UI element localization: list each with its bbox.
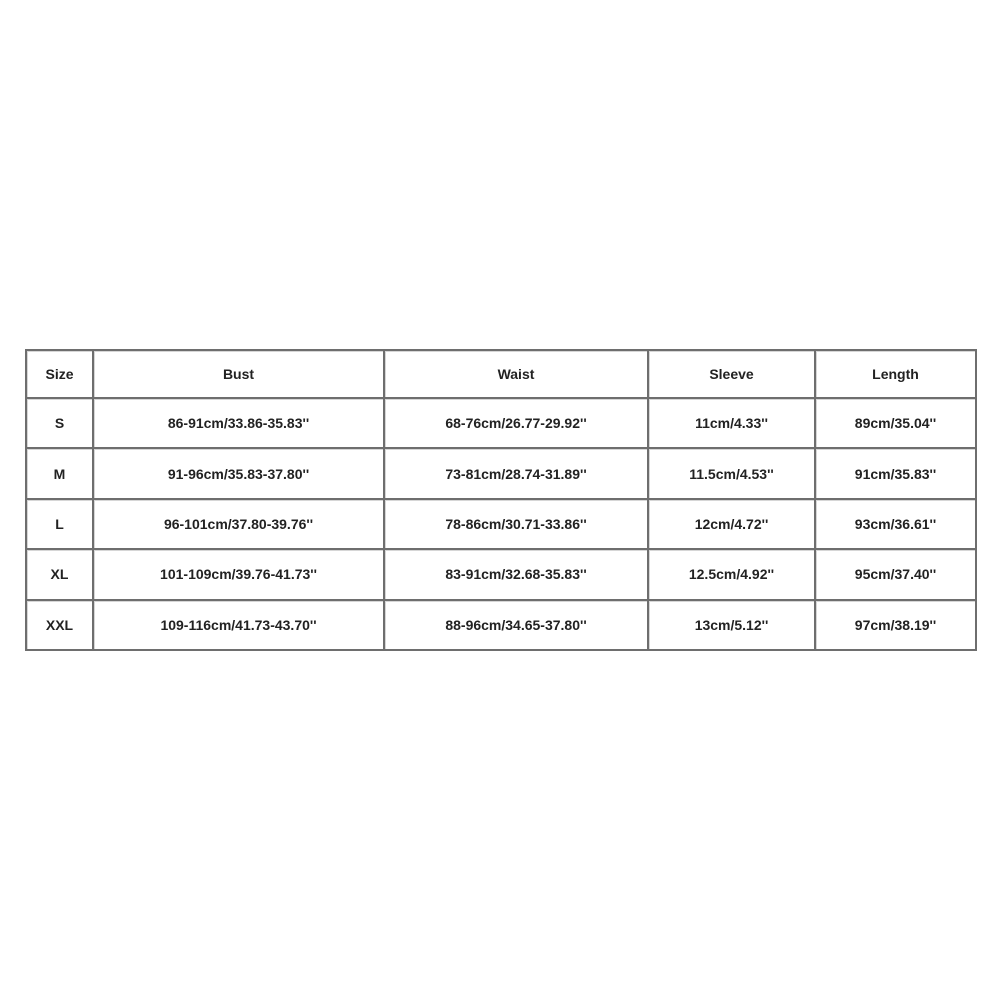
cell-waist: 83-91cm/32.68-35.83'' — [384, 549, 648, 599]
cell-size: L — [26, 499, 93, 549]
header-waist: Waist — [384, 350, 648, 398]
cell-size: M — [26, 448, 93, 498]
table-header-row — [26, 350, 976, 398]
cell-waist: 78-86cm/30.71-33.86'' — [384, 499, 648, 549]
cell-bust: 109-116cm/41.73-43.70'' — [93, 600, 384, 650]
cell-bust: 96-101cm/37.80-39.76'' — [93, 499, 384, 549]
header-length: Length — [815, 350, 976, 398]
table-row — [26, 549, 976, 599]
cell-length: 93cm/36.61'' — [815, 499, 976, 549]
cell-bust: 101-109cm/39.76-41.73'' — [93, 549, 384, 599]
cell-bust: 86-91cm/33.86-35.83'' — [93, 398, 384, 448]
cell-sleeve: 12.5cm/4.92'' — [648, 549, 815, 599]
header-size: Size — [26, 350, 93, 398]
table-row — [26, 448, 976, 498]
header-sleeve: Sleeve — [648, 350, 815, 398]
cell-size: XXL — [26, 600, 93, 650]
cell-length: 97cm/38.19'' — [815, 600, 976, 650]
size-chart-table — [25, 349, 977, 651]
cell-waist: 88-96cm/34.65-37.80'' — [384, 600, 648, 650]
cell-waist: 68-76cm/26.77-29.92'' — [384, 398, 648, 448]
cell-waist: 73-81cm/28.74-31.89'' — [384, 448, 648, 498]
cell-size: XL — [26, 549, 93, 599]
table-row — [26, 600, 976, 650]
cell-bust: 91-96cm/35.83-37.80'' — [93, 448, 384, 498]
cell-sleeve: 12cm/4.72'' — [648, 499, 815, 549]
cell-length: 91cm/35.83'' — [815, 448, 976, 498]
cell-length: 89cm/35.04'' — [815, 398, 976, 448]
header-bust: Bust — [93, 350, 384, 398]
table-row — [26, 398, 976, 448]
cell-length: 95cm/37.40'' — [815, 549, 976, 599]
cell-sleeve: 11.5cm/4.53'' — [648, 448, 815, 498]
cell-sleeve: 11cm/4.33'' — [648, 398, 815, 448]
cell-sleeve: 13cm/5.12'' — [648, 600, 815, 650]
table-row — [26, 499, 976, 549]
cell-size: S — [26, 398, 93, 448]
